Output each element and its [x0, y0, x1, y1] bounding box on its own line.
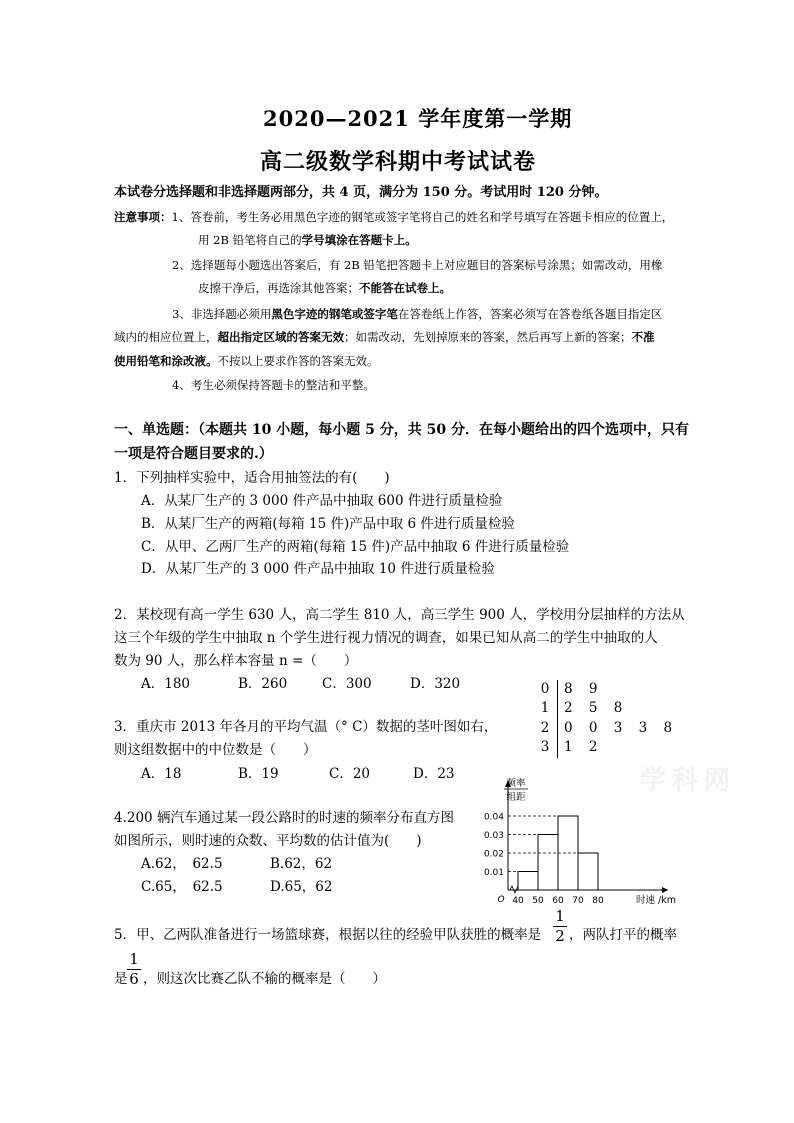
- q3-option-b: B．19: [238, 766, 279, 782]
- y-axis-label-bottom: 组距: [506, 792, 526, 803]
- stem: 2: [537, 719, 558, 738]
- leaves: 2 5 8: [564, 700, 629, 717]
- q3-line-1: 3．重庆市 2013 年各月的平均气温（° C）数据的茎叶图如右，: [114, 719, 498, 735]
- note-3b-1: 域内的相应位置上，: [114, 330, 218, 344]
- x-tick-label: 60: [552, 896, 564, 906]
- notes-line-1: [114, 209, 673, 225]
- y-axis-label-top: 频率: [506, 778, 526, 789]
- stem-leaf-row: [537, 719, 678, 738]
- q1-option-c: C．从甲、乙两厂生产的两箱(每箱 15 件)产品中抽取 6 件进行质量检验: [141, 539, 570, 555]
- stem-leaf-row: [537, 738, 678, 757]
- stem-leaf-row: [537, 699, 678, 718]
- frequency-histogram: [468, 772, 678, 912]
- q4-option-a: A.62， 62.5: [141, 856, 223, 872]
- stem-leaf-plot: [537, 680, 678, 758]
- x-tick-label: 50: [532, 896, 544, 906]
- q2-option-a: A．180: [141, 676, 191, 692]
- exam-paper-title: 高二级数学科期中考试试卷: [260, 149, 537, 175]
- q5-part-2: ，两队打平的概率: [569, 927, 677, 943]
- note-1b: 用 2B 铅笔将自己的: [198, 233, 302, 247]
- watermark: 学科网: [640, 766, 737, 796]
- note-3a-1: 3、非选择题必须用: [172, 307, 272, 321]
- x-tick-label: 40: [512, 896, 524, 906]
- y-tick-label: 0.02: [483, 849, 504, 860]
- fraction-one-half: [553, 908, 567, 945]
- y-tick-label: 0.04: [483, 812, 504, 823]
- q1-stem: 1．下列抽样实验中，适合用抽签法的有( ): [114, 470, 390, 486]
- fraction-denominator: 2: [555, 927, 565, 945]
- note-2b-bold: 不能答在试卷上。: [359, 281, 451, 295]
- q3-option-a: A．18: [141, 766, 182, 782]
- leaves: 1 2: [564, 739, 604, 756]
- q4-option-b: B.62，62: [270, 856, 333, 872]
- histogram-bar: [538, 835, 558, 891]
- exam-intro: 本试卷分选择题和非选择题两部分，共 4 页，满分为 150 分。考试用时 120 分钟。: [114, 185, 608, 200]
- fraction-numerator: 1: [129, 950, 139, 968]
- q5-line-1: [114, 923, 541, 943]
- note-3b-2: ；如需改动，先划掉原来的答案，然后再写上新的答案；: [344, 330, 632, 344]
- q1-option-a: A．从某厂生产的 3 000 件产品中抽取 600 件进行质量检验: [141, 493, 503, 509]
- note-3b-bold: 超出指定区域的答案无效: [217, 330, 344, 344]
- section-heading-line-1: 一、单选题：（本题共 10 小题，每小题 5 分，共 50 分．在每小题给出的四个选项中，只有: [114, 422, 689, 438]
- note-3a-bold: 黑色字迹的钢笔或签字笔: [271, 307, 398, 321]
- histogram-bar: [578, 853, 598, 890]
- note-3c: 不按以上要求作答的答案无效。: [217, 354, 379, 368]
- q3-option-c: C．20: [329, 766, 371, 782]
- x-axis-label: 时速 /km: [636, 895, 676, 906]
- note-2b: 皮擦干净后，再选涂其他答案；: [198, 281, 359, 295]
- exam-year-title: 2020—2021 学年度第一学期: [263, 106, 573, 131]
- note-1a: 1、答卷前，考生务必用黑色字迹的钢笔或签字笔将自己的姓名和学号填写在答题卡相应的位置上，: [171, 210, 674, 224]
- notes-line-6: [114, 329, 655, 345]
- x-tick-label: 80: [592, 896, 604, 906]
- note-1b-bold: 学号填涂在答题卡上。: [301, 233, 417, 247]
- y-tick-label: 0.01: [483, 868, 504, 878]
- note-3b-bold2: 不准: [631, 330, 655, 344]
- q1-option-b: B．从某厂生产的两箱(每箱 15 件)产品中取 6 件进行质量检验: [141, 516, 515, 532]
- leaves: 0 0 3 3 8: [564, 719, 679, 736]
- q4-line-1: 4.200 辆汽车通过某一段公路时的时速的频率分布直方图: [114, 810, 454, 826]
- section-heading-line-2: 一项是符合题目要求的.）: [114, 446, 273, 462]
- fraction-denominator: 6: [129, 970, 139, 988]
- q3-line-2: 则这组数据中的中位数是（ ）: [114, 742, 317, 758]
- q2-line-1: 2．某校现有高一学生 630 人，高二学生 810 人，高三学生 900 人，学校用分层抽样的方法从: [114, 607, 685, 623]
- q2-option-d: D．320: [410, 676, 461, 692]
- q2-line-3: 数为 90 人，那么样本容量 n =（ ）: [114, 653, 358, 669]
- q4-option-d: D.65，62: [270, 879, 333, 895]
- fraction-numerator: 1: [555, 907, 565, 925]
- notes-line-2: [198, 232, 417, 248]
- q4-option-c: C.65， 62.5: [141, 879, 223, 895]
- notes-label: 注意事项：: [114, 210, 172, 224]
- q2-option-b: B．260: [238, 676, 288, 692]
- fraction-one-sixth: [127, 951, 141, 988]
- q5-part-1: 5．甲、乙两队准备进行一场篮球赛，根据以往的经验甲队获胜的概率是: [114, 927, 542, 943]
- leaves: 8 9: [564, 681, 604, 697]
- notes-line-4: [198, 280, 451, 296]
- stem: 1: [537, 699, 558, 718]
- stem-leaf-row: [537, 680, 678, 699]
- notes-line-3: 2、选择题每小题选出答案后，有 2B 铅笔把答题卡上对应题目的答案标号涂黑；如需改动，用橡: [172, 258, 663, 272]
- q5-part-4: ，则这次比赛乙队不输的概率是（ ）: [143, 971, 386, 987]
- histogram-bar: [518, 872, 538, 891]
- q3-option-d: D．23: [413, 766, 455, 782]
- y-tick-label: 0.03: [483, 831, 504, 841]
- q4-line-2: 如图所示，则时速的众数、平均数的估计值为( ): [114, 833, 422, 849]
- x-tick-label: 70: [572, 896, 584, 906]
- stem: 0: [537, 680, 558, 699]
- q2-option-c: C．300: [322, 676, 372, 692]
- q1-option-d: D．从某厂生产的 3 000 件产品中抽取 10 件进行质量检验: [141, 561, 495, 577]
- note-3c-bold: 使用铅笔和涂改液。: [114, 354, 218, 368]
- notes-line-5: [172, 306, 662, 322]
- notes-line-7: [114, 353, 379, 369]
- notes-line-8: 4、考生必须保持答题卡的整洁和平整。: [172, 378, 375, 392]
- stem: 3: [537, 738, 558, 757]
- x-axis-arrow: [662, 887, 668, 893]
- origin-label: O: [497, 895, 505, 905]
- q5-part-3: 是: [114, 971, 128, 987]
- note-3a-2: 在答卷纸上作答，答案必须写在答卷纸各题目指定区: [397, 307, 663, 321]
- q2-line-2: 这三个年级的学生中抽取 n 个学生进行视力情况的调查，如果已知从高二的学生中抽取的人: [114, 630, 658, 646]
